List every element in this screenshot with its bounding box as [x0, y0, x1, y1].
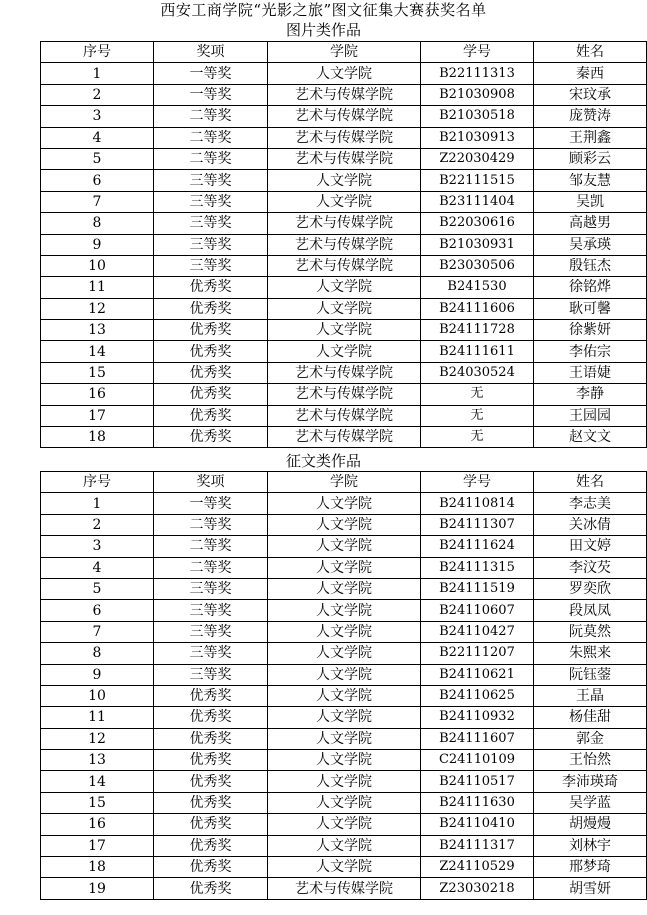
award-cell: 优秀奖	[154, 878, 268, 899]
student-id-cell: Z23030218	[421, 878, 534, 899]
serial-number-cell: 7	[41, 621, 154, 642]
award-cell: 优秀奖	[154, 835, 268, 856]
award-cell: 优秀奖	[154, 298, 268, 319]
college-cell: 艺术与传媒学院	[268, 384, 421, 405]
column-header-college: 学院	[268, 472, 421, 493]
serial-number-cell: 8	[41, 213, 154, 234]
student-name-cell: 邢梦琦	[534, 857, 647, 878]
college-cell: 艺术与传媒学院	[268, 255, 421, 276]
student-name-cell: 罗奕欣	[534, 578, 647, 599]
serial-number-cell: 6	[41, 600, 154, 621]
college-cell: 人文学院	[268, 63, 421, 84]
student-name-cell: 李沛瑛琦	[534, 771, 647, 792]
college-cell: 人文学院	[268, 707, 421, 728]
college-cell: 人文学院	[268, 277, 421, 298]
table-row	[41, 835, 647, 856]
student-name-cell: 王园园	[534, 405, 647, 426]
table-row	[41, 878, 647, 899]
serial-number-cell: 13	[41, 320, 154, 341]
student-name-cell: 李静	[534, 384, 647, 405]
table-row	[41, 750, 647, 771]
college-cell: 艺术与传媒学院	[268, 405, 421, 426]
award-cell: 优秀奖	[154, 685, 268, 706]
award-cell: 三等奖	[154, 578, 268, 599]
student-id-cell: B241530	[421, 277, 534, 298]
student-id-cell: B24111607	[421, 728, 534, 749]
essay-awards-table	[40, 471, 647, 900]
college-cell: 艺术与传媒学院	[268, 84, 421, 105]
column-header-serial-number: 序号	[41, 472, 154, 493]
college-cell: 人文学院	[268, 493, 421, 514]
serial-number-cell: 10	[41, 255, 154, 276]
student-id-cell: B21030931	[421, 234, 534, 255]
college-cell: 人文学院	[268, 578, 421, 599]
award-cell: 优秀奖	[154, 405, 268, 426]
table-row	[41, 255, 647, 276]
serial-number-cell: 5	[41, 148, 154, 169]
student-name-cell: 秦西	[534, 63, 647, 84]
award-cell: 三等奖	[154, 664, 268, 685]
college-cell: 艺术与传媒学院	[268, 878, 421, 899]
student-id-cell: B23030506	[421, 255, 534, 276]
student-id-cell: B24110932	[421, 707, 534, 728]
student-id-cell: Z22030429	[421, 148, 534, 169]
college-cell: 人文学院	[268, 728, 421, 749]
college-cell: 人文学院	[268, 643, 421, 664]
award-cell: 三等奖	[154, 234, 268, 255]
student-name-cell: 庞赞涛	[534, 106, 647, 127]
table-row	[41, 362, 647, 383]
award-cell: 二等奖	[154, 514, 268, 535]
serial-number-cell: 15	[41, 792, 154, 813]
award-cell: 三等奖	[154, 643, 268, 664]
photo-awards-table	[40, 41, 647, 448]
table-row	[41, 814, 647, 835]
award-cell: 优秀奖	[154, 341, 268, 362]
serial-number-cell: 16	[41, 814, 154, 835]
column-header-award: 奖项	[154, 472, 268, 493]
table-row	[41, 621, 647, 642]
table-row	[41, 578, 647, 599]
student-name-cell: 李佑宗	[534, 341, 647, 362]
award-cell: 优秀奖	[154, 728, 268, 749]
student-id-cell: B21030913	[421, 127, 534, 148]
college-cell: 艺术与传媒学院	[268, 127, 421, 148]
student-name-cell: 徐紫妍	[534, 320, 647, 341]
student-id-cell: B24110621	[421, 664, 534, 685]
table-row	[41, 405, 647, 426]
student-name-cell: 顾彩云	[534, 148, 647, 169]
student-id-cell: B24110814	[421, 493, 534, 514]
college-cell: 人文学院	[268, 750, 421, 771]
serial-number-cell: 8	[41, 643, 154, 664]
column-header-college: 学院	[268, 42, 421, 63]
college-cell: 人文学院	[268, 857, 421, 878]
table-row	[41, 493, 647, 514]
award-cell: 三等奖	[154, 255, 268, 276]
student-id-cell: B24111611	[421, 341, 534, 362]
student-name-cell: 朱熙来	[534, 643, 647, 664]
serial-number-cell: 9	[41, 234, 154, 255]
table-row	[41, 536, 647, 557]
serial-number-cell: 2	[41, 84, 154, 105]
serial-number-cell: 19	[41, 878, 154, 899]
table-row	[41, 728, 647, 749]
student-name-cell: 李汶芡	[534, 557, 647, 578]
student-name-cell: 耿可馨	[534, 298, 647, 319]
student-id-cell: B24030524	[421, 362, 534, 383]
table-row	[41, 427, 647, 448]
table-row	[41, 148, 647, 169]
college-cell: 艺术与传媒学院	[268, 106, 421, 127]
award-cell: 优秀奖	[154, 320, 268, 341]
college-cell: 人文学院	[268, 792, 421, 813]
student-id-cell: B24110410	[421, 814, 534, 835]
college-cell: 艺术与传媒学院	[268, 148, 421, 169]
award-cell: 二等奖	[154, 148, 268, 169]
student-id-cell: Z24110529	[421, 857, 534, 878]
student-id-cell: 无	[421, 384, 534, 405]
table-row	[41, 557, 647, 578]
table-row	[41, 213, 647, 234]
table-row	[41, 320, 647, 341]
award-cell: 优秀奖	[154, 427, 268, 448]
serial-number-cell: 18	[41, 857, 154, 878]
student-name-cell: 田文婷	[534, 536, 647, 557]
award-cell: 三等奖	[154, 621, 268, 642]
serial-number-cell: 11	[41, 707, 154, 728]
student-name-cell: 段凤凤	[534, 600, 647, 621]
college-cell: 人文学院	[268, 557, 421, 578]
award-cell: 优秀奖	[154, 771, 268, 792]
column-header-student-id: 学号	[421, 42, 534, 63]
table-row	[41, 191, 647, 212]
student-name-cell: 高越男	[534, 213, 647, 234]
table-row	[41, 792, 647, 813]
table-row	[41, 341, 647, 362]
college-cell: 艺术与传媒学院	[268, 427, 421, 448]
serial-number-cell: 1	[41, 63, 154, 84]
serial-number-cell: 18	[41, 427, 154, 448]
student-name-cell: 李志美	[534, 493, 647, 514]
table-row	[41, 707, 647, 728]
college-cell: 艺术与传媒学院	[268, 362, 421, 383]
serial-number-cell: 3	[41, 536, 154, 557]
serial-number-cell: 11	[41, 277, 154, 298]
student-id-cell: B24111630	[421, 792, 534, 813]
section-title-essay: 征文类作品	[285, 452, 361, 470]
student-id-cell: B21030908	[421, 84, 534, 105]
serial-number-cell: 2	[41, 514, 154, 535]
student-id-cell: B24110517	[421, 771, 534, 792]
student-id-cell: 无	[421, 405, 534, 426]
serial-number-cell: 16	[41, 384, 154, 405]
serial-number-cell: 12	[41, 728, 154, 749]
student-name-cell: 胡雪妍	[534, 878, 647, 899]
student-id-cell: B24111315	[421, 557, 534, 578]
award-cell: 一等奖	[154, 63, 268, 84]
student-name-cell: 殷钰杰	[534, 255, 647, 276]
college-cell: 艺术与传媒学院	[268, 234, 421, 255]
student-name-cell: 徐铭烨	[534, 277, 647, 298]
table-row	[41, 384, 647, 405]
student-name-cell: 吴承瑛	[534, 234, 647, 255]
student-id-cell: B24110625	[421, 685, 534, 706]
table-header-row	[41, 472, 647, 493]
table-row	[41, 857, 647, 878]
college-cell: 人文学院	[268, 621, 421, 642]
serial-number-cell: 4	[41, 557, 154, 578]
college-cell: 人文学院	[268, 835, 421, 856]
award-cell: 优秀奖	[154, 750, 268, 771]
column-header-serial-number: 序号	[41, 42, 154, 63]
student-id-cell: B24110607	[421, 600, 534, 621]
student-name-cell: 阮钰蓥	[534, 664, 647, 685]
column-header-award: 奖项	[154, 42, 268, 63]
college-cell: 艺术与传媒学院	[268, 213, 421, 234]
table-row	[41, 63, 647, 84]
student-name-cell: 吴学蓝	[534, 792, 647, 813]
student-name-cell: 王晶	[534, 685, 647, 706]
college-cell: 人文学院	[268, 191, 421, 212]
serial-number-cell: 6	[41, 170, 154, 191]
college-cell: 人文学院	[268, 320, 421, 341]
student-name-cell: 关冰倩	[534, 514, 647, 535]
table-row	[41, 600, 647, 621]
student-name-cell: 吴凯	[534, 191, 647, 212]
serial-number-cell: 5	[41, 578, 154, 599]
award-cell: 三等奖	[154, 213, 268, 234]
student-id-cell: B22111313	[421, 63, 534, 84]
serial-number-cell: 15	[41, 362, 154, 383]
student-id-cell: B23111404	[421, 191, 534, 212]
document-title: 西安工商学院“光影之旅”图文征集大赛获奖名单	[160, 1, 487, 19]
student-name-cell: 胡熳熳	[534, 814, 647, 835]
college-cell: 人文学院	[268, 664, 421, 685]
student-id-cell: B22111515	[421, 170, 534, 191]
college-cell: 人文学院	[268, 298, 421, 319]
table-row	[41, 277, 647, 298]
student-name-cell: 阮莫然	[534, 621, 647, 642]
table-row	[41, 298, 647, 319]
award-cell: 优秀奖	[154, 792, 268, 813]
award-cell: 优秀奖	[154, 857, 268, 878]
student-id-cell: C24110109	[421, 750, 534, 771]
column-header-student-name: 姓名	[534, 472, 647, 493]
award-cell: 二等奖	[154, 557, 268, 578]
student-id-cell: 无	[421, 427, 534, 448]
student-name-cell: 刘林宇	[534, 835, 647, 856]
table-row	[41, 514, 647, 535]
serial-number-cell: 17	[41, 835, 154, 856]
serial-number-cell: 14	[41, 771, 154, 792]
award-cell: 优秀奖	[154, 277, 268, 298]
award-cell: 一等奖	[154, 84, 268, 105]
serial-number-cell: 14	[41, 341, 154, 362]
student-id-cell: B22111207	[421, 643, 534, 664]
award-cell: 三等奖	[154, 600, 268, 621]
student-id-cell: B24111519	[421, 578, 534, 599]
serial-number-cell: 12	[41, 298, 154, 319]
college-cell: 人文学院	[268, 600, 421, 621]
table-row	[41, 106, 647, 127]
table-row	[41, 127, 647, 148]
award-cell: 二等奖	[154, 536, 268, 557]
student-id-cell: B24111728	[421, 320, 534, 341]
serial-number-cell: 7	[41, 191, 154, 212]
award-cell: 三等奖	[154, 170, 268, 191]
award-cell: 一等奖	[154, 493, 268, 514]
student-name-cell: 赵文文	[534, 427, 647, 448]
college-cell: 人文学院	[268, 536, 421, 557]
serial-number-cell: 13	[41, 750, 154, 771]
student-id-cell: B24111307	[421, 514, 534, 535]
award-cell: 二等奖	[154, 106, 268, 127]
student-name-cell: 杨佳甜	[534, 707, 647, 728]
award-cell: 优秀奖	[154, 707, 268, 728]
serial-number-cell: 17	[41, 405, 154, 426]
table-row	[41, 170, 647, 191]
column-header-student-name: 姓名	[534, 42, 647, 63]
award-cell: 优秀奖	[154, 384, 268, 405]
table-row	[41, 84, 647, 105]
table-row	[41, 234, 647, 255]
student-id-cell: B24111317	[421, 835, 534, 856]
student-name-cell: 王荆鑫	[534, 127, 647, 148]
student-id-cell: B24110427	[421, 621, 534, 642]
serial-number-cell: 1	[41, 493, 154, 514]
college-cell: 人文学院	[268, 814, 421, 835]
serial-number-cell: 10	[41, 685, 154, 706]
award-cell: 三等奖	[154, 191, 268, 212]
table-row	[41, 685, 647, 706]
student-id-cell: B24111624	[421, 536, 534, 557]
student-name-cell: 王怡然	[534, 750, 647, 771]
student-name-cell: 宋玟承	[534, 84, 647, 105]
serial-number-cell: 3	[41, 106, 154, 127]
table-row	[41, 664, 647, 685]
student-id-cell: B22030616	[421, 213, 534, 234]
student-id-cell: B21030518	[421, 106, 534, 127]
college-cell: 人文学院	[268, 170, 421, 191]
table-row	[41, 771, 647, 792]
table-row	[41, 643, 647, 664]
serial-number-cell: 4	[41, 127, 154, 148]
college-cell: 人文学院	[268, 514, 421, 535]
serial-number-cell: 9	[41, 664, 154, 685]
table-header-row	[41, 42, 647, 63]
award-cell: 优秀奖	[154, 814, 268, 835]
college-cell: 人文学院	[268, 341, 421, 362]
column-header-student-id: 学号	[421, 472, 534, 493]
student-name-cell: 郭金	[534, 728, 647, 749]
student-id-cell: B24111606	[421, 298, 534, 319]
award-cell: 优秀奖	[154, 362, 268, 383]
college-cell: 人文学院	[268, 685, 421, 706]
award-cell: 二等奖	[154, 127, 268, 148]
student-name-cell: 王语婕	[534, 362, 647, 383]
student-name-cell: 邹友慧	[534, 170, 647, 191]
section-title-photo: 图片类作品	[285, 21, 361, 39]
college-cell: 人文学院	[268, 771, 421, 792]
